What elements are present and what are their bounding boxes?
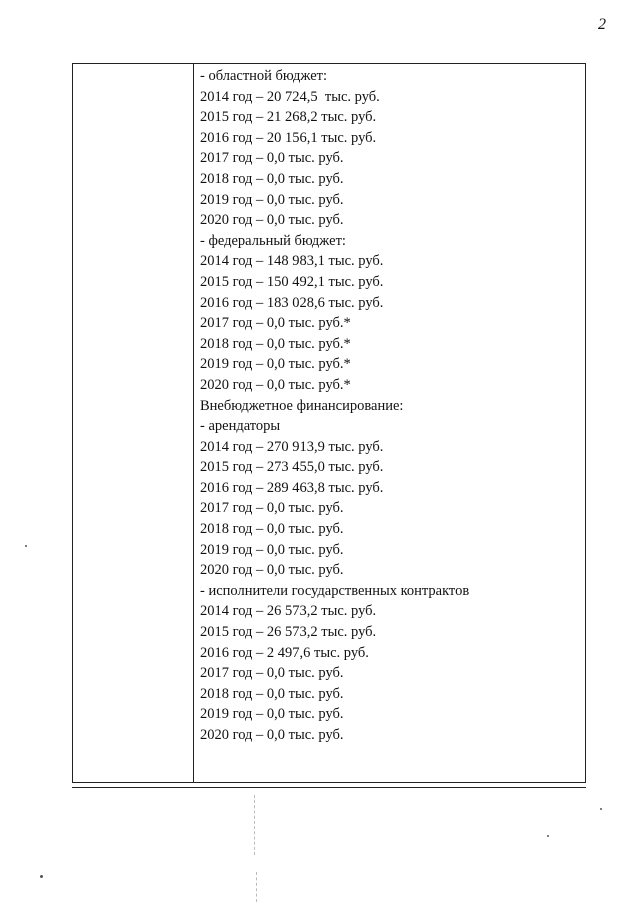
- funding-lines: [200, 66, 469, 746]
- page-number: 2: [598, 16, 606, 33]
- funding-line: 2019 год – 0,0 тыс. руб.: [200, 191, 344, 208]
- scan-artifact-line: [254, 795, 255, 855]
- bottom-rule: [72, 787, 586, 788]
- funding-line: 2020 год – 0,0 тыс. руб.*: [200, 376, 351, 393]
- scan-artifact-line: [256, 872, 257, 902]
- funding-line: 2018 год – 0,0 тыс. руб.*: [200, 335, 351, 352]
- funding-line: - федеральный бюджет:: [200, 232, 346, 249]
- funding-line: 2016 год – 289 463,8 тыс. руб.: [200, 479, 384, 496]
- scan-speck: [40, 875, 43, 878]
- funding-line: 2019 год – 0,0 тыс. руб.: [200, 541, 344, 558]
- scan-speck: [25, 545, 27, 547]
- funding-line: 2019 год – 0,0 тыс. руб.: [200, 706, 344, 723]
- scan-speck: [600, 808, 602, 810]
- funding-line: 2018 год – 0,0 тыс. руб.: [200, 170, 344, 187]
- funding-line: - областной бюджет:: [200, 68, 328, 84]
- funding-line: 2014 год – 20 724,5 тыс. руб.: [200, 88, 380, 105]
- funding-line: 2015 год – 273 455,0 тыс. руб.: [200, 459, 384, 476]
- funding-line: - исполнители государственных контрактов: [200, 582, 470, 599]
- funding-line: 2017 год – 0,0 тыс. руб.: [200, 500, 344, 517]
- funding-line: 2016 год – 20 156,1 тыс. руб.: [200, 129, 377, 146]
- funding-line: 2017 год – 0,0 тыс. руб.: [200, 665, 344, 682]
- funding-line: 2014 год – 270 913,9 тыс. руб.: [200, 438, 384, 455]
- funding-table: [72, 63, 586, 783]
- funding-line: 2016 год – 2 497,6 тыс. руб.: [200, 644, 369, 661]
- funding-line: 2018 год – 0,0 тыс. руб.: [200, 521, 344, 538]
- funding-line: 2017 год – 0,0 тыс. руб.: [200, 150, 344, 167]
- funding-line: 2015 год – 26 573,2 тыс. руб.: [200, 624, 377, 641]
- funding-line: Внебюджетное финансирование:: [200, 397, 404, 414]
- funding-line: 2014 год – 26 573,2 тыс. руб.: [200, 603, 377, 620]
- funding-line: 2017 год – 0,0 тыс. руб.*: [200, 315, 351, 332]
- funding-line: 2016 год – 183 028,6 тыс. руб.: [200, 294, 384, 311]
- scan-speck: [547, 835, 549, 837]
- funding-line: 2019 год – 0,0 тыс. руб.*: [200, 356, 351, 373]
- funding-line: 2020 год – 0,0 тыс. руб.: [200, 212, 344, 229]
- funding-line: 2020 год – 0,0 тыс. руб.: [200, 562, 344, 579]
- funding-line: 2020 год – 0,0 тыс. руб.: [200, 727, 344, 743]
- funding-line: 2015 год – 150 492,1 тыс. руб.: [200, 273, 384, 290]
- funding-line: 2015 год – 21 268,2 тыс. руб.: [200, 109, 377, 126]
- column-divider: [193, 64, 194, 782]
- funding-line: - арендаторы: [200, 418, 281, 435]
- funding-line: 2014 год – 148 983,1 тыс. руб.: [200, 253, 384, 270]
- funding-line: 2018 год – 0,0 тыс. руб.: [200, 685, 344, 702]
